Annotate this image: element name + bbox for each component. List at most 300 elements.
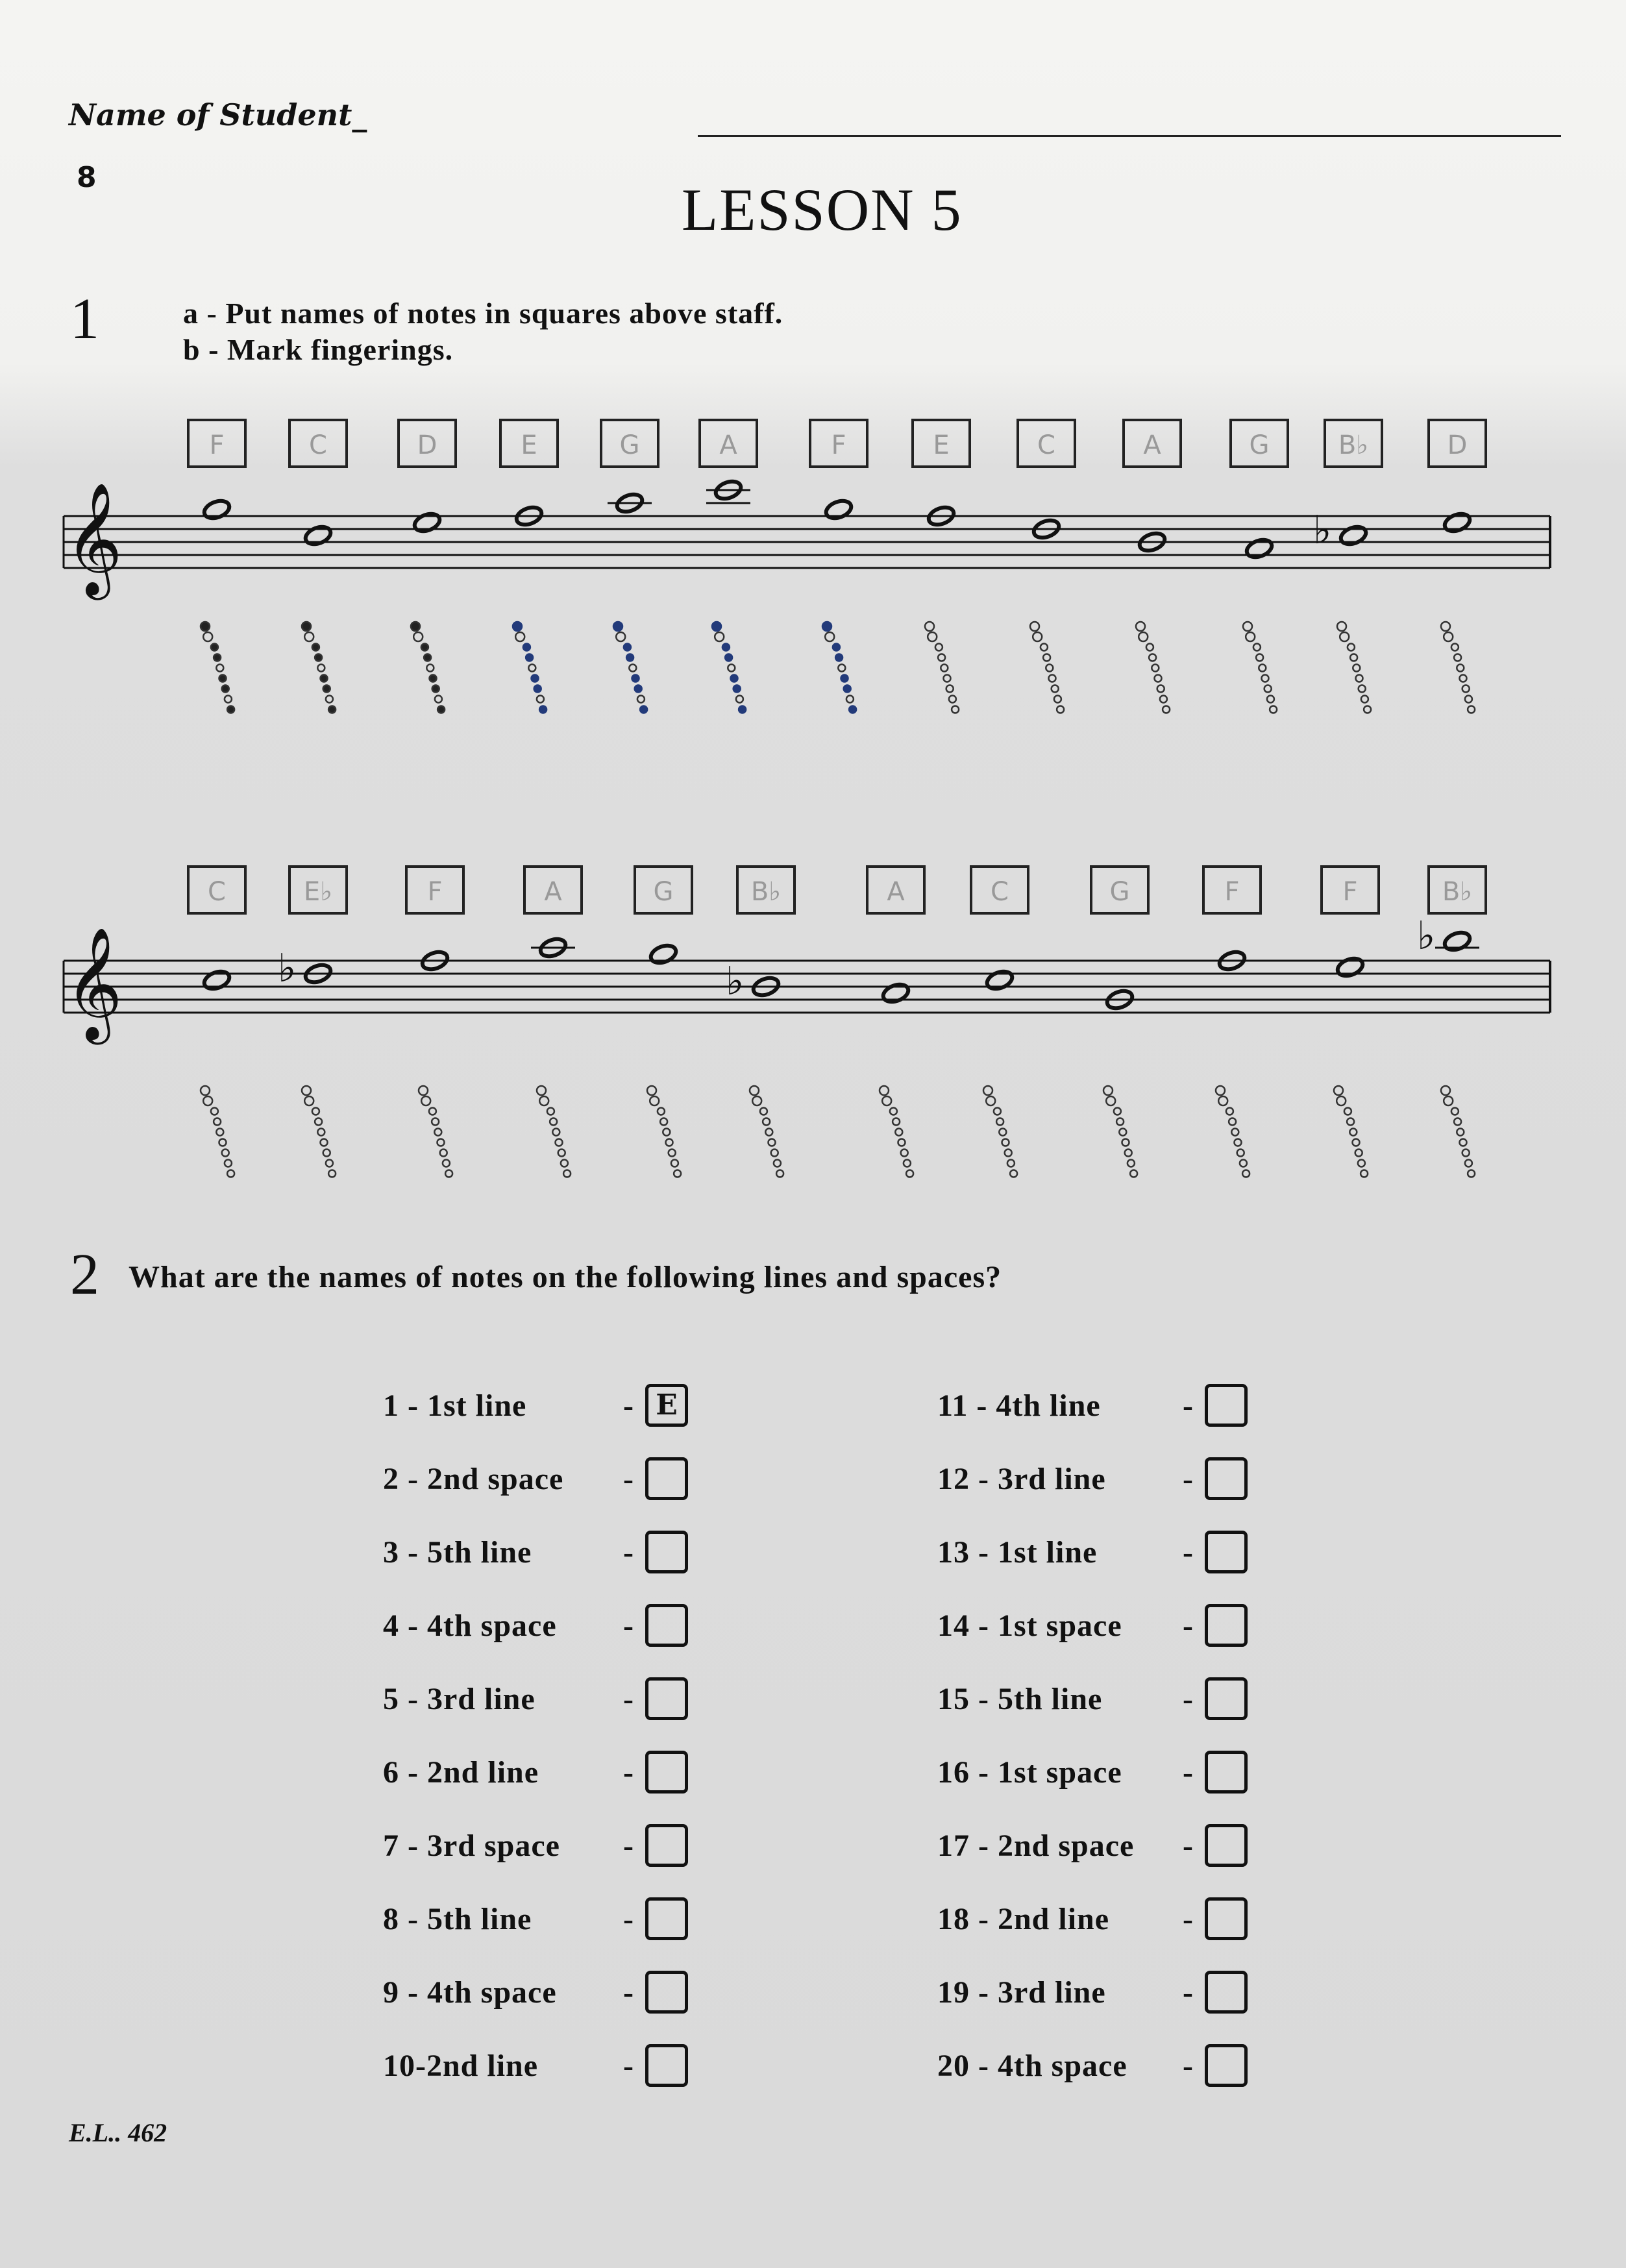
fingering-hole <box>523 644 530 651</box>
fingering-hole <box>904 1160 911 1167</box>
answer-box[interactable] <box>1205 1531 1248 1573</box>
fingering-chart <box>1136 622 1170 713</box>
right_items-label: 13 - 1st line <box>937 1535 1098 1570</box>
fingering-hole <box>1337 1096 1346 1105</box>
answer-box-letter: C <box>991 877 1009 907</box>
fingering-hole <box>712 622 721 631</box>
fingering-hole <box>550 1118 557 1126</box>
fingering-hole <box>1349 1129 1357 1136</box>
page-number: 8 <box>77 161 97 194</box>
fingering-hole <box>1136 622 1145 631</box>
left_items-label: 3 - 5th line <box>383 1535 532 1570</box>
fingering-hole <box>1052 685 1059 693</box>
fingering-hole <box>1347 1118 1354 1126</box>
fingering-hole <box>304 632 314 641</box>
answer-box-letter: D <box>1447 430 1468 460</box>
fingering-hole <box>1106 1096 1115 1105</box>
right_items-label: 15 - 5th line <box>937 1682 1103 1716</box>
left_items-label: 1 - 1st line <box>383 1388 527 1423</box>
fingering-hole <box>666 1139 673 1146</box>
fingering-hole <box>424 654 431 661</box>
answer-box-letter: G <box>1109 877 1130 907</box>
whole-note <box>648 943 678 966</box>
fingering-hole <box>1163 706 1170 713</box>
fingering-hole <box>317 1129 325 1136</box>
fingering-hole <box>219 675 227 682</box>
fingering-hole <box>849 706 856 713</box>
fingering-hole <box>419 1086 428 1095</box>
answer-box-letter: B♭ <box>1442 877 1473 907</box>
fingering-hole <box>715 632 724 641</box>
fingering-chart <box>201 1086 234 1177</box>
fingering-hole <box>304 1096 314 1105</box>
answer-dash: - <box>1183 1902 1193 1936</box>
whole-note <box>1335 955 1365 979</box>
fingering-hole <box>898 1139 905 1146</box>
fingering-hole <box>1155 675 1162 682</box>
fingering-hole <box>733 685 741 693</box>
fingering-hole <box>227 1170 234 1177</box>
fingering-hole <box>1353 1139 1360 1146</box>
fingering-chart <box>647 1086 681 1177</box>
fingering-hole <box>928 632 937 641</box>
fingering-hole <box>537 696 544 703</box>
fingering-hole <box>1160 696 1167 703</box>
answer-dash: - <box>1183 1975 1193 2010</box>
answer-box[interactable] <box>1205 1604 1248 1647</box>
answer-box-letter: F <box>1342 877 1358 907</box>
fingering-hole <box>1146 644 1153 651</box>
answer-box-letter: A <box>719 430 737 460</box>
fingering-chart <box>201 622 234 713</box>
fingering-hole <box>838 665 845 672</box>
fingering-hole <box>1451 644 1459 651</box>
fingering-hole <box>632 675 639 682</box>
fingering-hole <box>222 685 229 693</box>
fingering-hole <box>1103 1086 1113 1095</box>
fingering-chart <box>1441 1086 1475 1177</box>
fingering-hole <box>944 675 951 682</box>
fingering-hole <box>1246 632 1255 641</box>
left_items-label: 9 - 4th space <box>383 1975 557 2010</box>
fingering-hole <box>1361 1170 1368 1177</box>
fingering-hole <box>901 1150 908 1157</box>
fingering-hole <box>750 1086 759 1095</box>
right_items-label: 12 - 3rd line <box>937 1462 1106 1496</box>
fingering-chart <box>1243 622 1277 713</box>
answer-box-letter: C <box>208 877 226 907</box>
whole-note <box>881 981 911 1005</box>
answer-box[interactable] <box>645 1457 688 1500</box>
left_items-label: 4 - 4th space <box>383 1609 557 1643</box>
fingering-hole <box>1356 675 1363 682</box>
fingering-hole <box>558 1150 565 1157</box>
fingering-hole <box>1005 1150 1012 1157</box>
instruction-b: b - Mark fingerings. <box>183 333 454 366</box>
fingering-hole <box>216 1129 223 1136</box>
fingering-hole <box>1340 632 1349 641</box>
fingering-hole <box>201 622 210 631</box>
fingering-hole <box>846 696 854 703</box>
fingering-hole <box>895 1129 902 1136</box>
fingering-hole <box>999 1129 1006 1136</box>
answer-box-letter: F <box>427 877 443 907</box>
whole-note <box>202 498 232 521</box>
fingering-hole <box>635 685 642 693</box>
whole-note <box>1244 537 1274 560</box>
right_items-label: 20 - 4th space <box>937 2049 1127 2083</box>
fingering-hole <box>1237 1150 1244 1157</box>
fingering-hole <box>440 1150 447 1157</box>
fingering-hole <box>949 696 956 703</box>
fingering-hole <box>445 1170 452 1177</box>
fingering-hole <box>211 1108 218 1115</box>
fingering-hole <box>326 1160 333 1167</box>
fingering-hole <box>537 1086 546 1095</box>
fingering-hole <box>1122 1139 1129 1146</box>
fingering-hole <box>1355 1150 1362 1157</box>
instruction-a: a - Put names of notes in squares above staff. <box>183 297 783 330</box>
fingering-hole <box>1444 1096 1453 1105</box>
fingering-chart <box>880 1086 913 1177</box>
fingering-hole <box>893 1118 900 1126</box>
answer-box-letter: D <box>417 430 437 460</box>
fingering-hole <box>1267 696 1274 703</box>
fingering-hole <box>1149 654 1156 661</box>
fingering-hole <box>613 622 622 631</box>
fingering-hole <box>841 675 848 682</box>
left_items-label: 2 - 2nd space <box>383 1462 564 1496</box>
fingering-hole <box>674 1170 681 1177</box>
fingering-hole <box>429 1108 436 1115</box>
flat-sign: ♭ <box>725 959 745 1004</box>
answer-dash: - <box>623 1902 634 1936</box>
fingering-hole <box>302 1086 311 1095</box>
fingering-hole <box>443 1160 450 1167</box>
fingering-hole <box>669 1150 676 1157</box>
fingering-hole <box>227 706 234 713</box>
answer-box[interactable] <box>645 1677 688 1720</box>
answer-box-letter: G <box>1249 430 1270 460</box>
fingering-hole <box>214 1118 221 1126</box>
fingering-hole <box>315 1118 322 1126</box>
answer-box[interactable] <box>1205 1751 1248 1793</box>
fingering-hole <box>211 644 218 651</box>
fingering-hole <box>312 1108 319 1115</box>
fingering-hole <box>844 685 851 693</box>
fingering-hole <box>1046 665 1053 672</box>
fingering-hole <box>774 1160 781 1167</box>
fingering-hole <box>1139 632 1148 641</box>
fingering-hole <box>1460 675 1467 682</box>
right_items-label: 18 - 2nd line <box>937 1902 1110 1936</box>
fingering-hole <box>760 1108 767 1115</box>
fingering-chart <box>613 622 647 713</box>
fingering-hole <box>647 1086 656 1095</box>
fingering-hole <box>1231 1129 1238 1136</box>
answer-dash: - <box>1183 1755 1193 1790</box>
fingering-hole <box>201 1086 210 1095</box>
whole-note <box>1442 511 1472 534</box>
fingering-hole <box>1002 1139 1009 1146</box>
fingering-hole <box>534 685 541 693</box>
fingering-hole <box>552 1129 560 1136</box>
fingering-hole <box>938 654 945 661</box>
fingering-hole <box>906 1170 913 1177</box>
fingering-hole <box>1454 654 1461 661</box>
answer-dash: - <box>623 1462 634 1496</box>
fingering-hole <box>426 665 434 672</box>
fingering-hole <box>1216 1086 1225 1095</box>
fingering-hole <box>1041 644 1048 651</box>
fingering-hole <box>539 1096 548 1105</box>
fingering-hole <box>1270 706 1277 713</box>
fingering-hole <box>1358 1160 1365 1167</box>
left_items-label: 6 - 2nd line <box>383 1755 539 1790</box>
fingering-hole <box>1350 654 1357 661</box>
fingering-hole <box>556 1139 563 1146</box>
fingering-hole <box>1235 1139 1242 1146</box>
fingering-hole <box>996 1118 1004 1126</box>
fingering-hole <box>302 622 311 631</box>
left_items-label: 8 - 5th line <box>383 1902 532 1936</box>
whole-note <box>202 968 232 992</box>
fingering-chart <box>822 622 856 713</box>
fingering-hole <box>432 1118 439 1126</box>
fingering-hole <box>1441 622 1450 631</box>
answer-box[interactable] <box>1205 1971 1248 2014</box>
fingering-hole <box>1226 1108 1233 1115</box>
fingering-hole <box>1451 1108 1459 1115</box>
fingering-hole <box>1057 706 1064 713</box>
fingering-hole <box>1033 632 1042 641</box>
answer-dash: - <box>1183 1609 1193 1643</box>
fingering-chart <box>1216 1086 1250 1177</box>
fingering-hole <box>1030 622 1039 631</box>
fingering-chart <box>1334 1086 1368 1177</box>
answer-dash: - <box>1183 1462 1193 1496</box>
fingering-hole <box>216 665 223 672</box>
whole-note <box>824 498 854 521</box>
fingering-hole <box>616 632 625 641</box>
fingering-hole <box>629 665 636 672</box>
answer-box[interactable] <box>1205 2044 1248 2087</box>
fingering-hole <box>946 685 954 693</box>
fingering-hole <box>1361 696 1368 703</box>
fingering-hole <box>547 1108 554 1115</box>
lesson-title: LESSON 5 <box>682 177 963 243</box>
flat-sign: ♭ <box>277 946 297 991</box>
footer-code: E.L.. 462 <box>69 2118 167 2147</box>
fingering-hole <box>1337 622 1346 631</box>
fingering-hole <box>1240 1160 1247 1167</box>
fingering-hole <box>1462 685 1470 693</box>
fingering-chart <box>712 622 746 713</box>
fingering-hole <box>833 644 840 651</box>
fingering-chart <box>1337 622 1371 713</box>
answer-box-letter: B♭ <box>750 877 782 907</box>
answer-box[interactable] <box>1205 1897 1248 1940</box>
fingering-hole <box>321 1139 328 1146</box>
fingering-hole <box>1253 644 1261 651</box>
answer-box-letter: A <box>1143 430 1161 460</box>
fingering-chart <box>1030 622 1064 713</box>
answer-box[interactable] <box>645 1971 688 2014</box>
fingering-hole <box>435 696 442 703</box>
fingering-hole <box>728 665 735 672</box>
answer-box-letter: C <box>1037 430 1055 460</box>
answer-dash: - <box>623 1829 634 1863</box>
answer-dash: - <box>1183 1388 1193 1423</box>
fingering-hole <box>203 1096 212 1105</box>
fingering-hole <box>1468 1170 1475 1177</box>
answer-box[interactable] <box>645 1604 688 1647</box>
fingering-hole <box>1054 696 1061 703</box>
answer-box-letter: A <box>544 877 562 907</box>
answer-box-letter: C <box>309 430 327 460</box>
fingering-hole <box>1353 665 1360 672</box>
fingering-chart <box>411 622 445 713</box>
answer-dash: - <box>1183 1829 1193 1863</box>
fingering-hole <box>532 675 539 682</box>
fingering-hole <box>658 1108 665 1115</box>
fingering-hole <box>1125 1150 1132 1157</box>
answer-box[interactable] <box>1205 1457 1248 1500</box>
fingering-hole <box>1454 1118 1461 1126</box>
answer-dash: - <box>1183 2049 1193 2083</box>
fingering-hole <box>430 675 437 682</box>
fingering-hole <box>421 1096 430 1105</box>
fingering-chart <box>925 622 959 713</box>
answer-box[interactable] <box>1205 1677 1248 1720</box>
fingering-hole <box>1457 1129 1464 1136</box>
fingering-hole <box>880 1086 889 1095</box>
answer-box[interactable]: E <box>645 1384 688 1427</box>
answer-box-letter: A <box>887 877 905 907</box>
fingering-hole <box>1259 665 1266 672</box>
fingering-hole <box>1462 1150 1470 1157</box>
fingering-hole <box>650 1096 659 1105</box>
answer-box[interactable] <box>1205 1384 1248 1427</box>
fingering-hole <box>1256 654 1263 661</box>
fingering-hole <box>437 706 445 713</box>
answer-box[interactable] <box>645 1751 688 1793</box>
answer-box-letter: E <box>521 430 537 460</box>
fingering-hole <box>941 665 948 672</box>
fingering-hole <box>671 1160 678 1167</box>
fingering-chart <box>302 622 336 713</box>
staff-1 <box>64 420 1550 713</box>
whole-note <box>985 968 1015 992</box>
answer-dash: - <box>1183 1535 1193 1570</box>
fingering-hole <box>640 706 647 713</box>
left_items-label: 5 - 3rd line <box>383 1682 536 1716</box>
answer-box[interactable] <box>1205 1824 1248 1867</box>
answer-box[interactable] <box>645 1531 688 1573</box>
fingering-hole <box>725 654 732 661</box>
fingering-chart <box>983 1086 1017 1177</box>
fingering-hole <box>1344 1108 1351 1115</box>
fingering-hole <box>769 1139 776 1146</box>
section-1-number: 1 <box>70 287 99 351</box>
fingering-hole <box>771 1150 778 1157</box>
fingering-hole <box>637 696 645 703</box>
answer-box[interactable] <box>645 1824 688 1867</box>
fingering-hole <box>1468 706 1475 713</box>
fingering-hole <box>952 706 959 713</box>
fingering-hole <box>1441 1086 1450 1095</box>
fingering-chart <box>1441 622 1475 713</box>
fingering-hole <box>432 685 439 693</box>
fingering-hole <box>925 622 934 631</box>
fingering-hole <box>752 1096 761 1105</box>
fingering-hole <box>421 644 428 651</box>
whole-note <box>412 511 442 534</box>
answer-dash: - <box>623 1755 634 1790</box>
fingering-hole <box>624 644 631 651</box>
treble-clef: 𝄞 <box>65 482 123 595</box>
answer-dash: - <box>623 1975 634 2010</box>
fingering-hole <box>660 1118 667 1126</box>
answer-box[interactable] <box>645 2044 688 2087</box>
fingering-hole <box>1157 685 1164 693</box>
fingering-chart <box>750 1086 783 1177</box>
fingering-hole <box>822 622 831 631</box>
fingering-hole <box>739 706 746 713</box>
left_items-label: 10-2nd line <box>383 2049 539 2083</box>
fingering-hole <box>776 1170 783 1177</box>
fingering-hole <box>315 654 322 661</box>
fingering-hole <box>328 1170 336 1177</box>
fingering-hole <box>563 1170 571 1177</box>
answer-box-letter: F <box>1224 877 1240 907</box>
fingering-hole <box>935 644 942 651</box>
fingering-hole <box>1364 706 1371 713</box>
fingering-hole <box>731 675 738 682</box>
right_items-label: 14 - 1st space <box>937 1609 1122 1643</box>
fingering-hole <box>1457 665 1464 672</box>
right_items-label: 11 - 4th line <box>937 1388 1101 1423</box>
fingering-hole <box>1130 1170 1137 1177</box>
fingering-chart <box>513 622 547 713</box>
fingering-hole <box>515 632 524 641</box>
answer-dash: - <box>623 1388 634 1423</box>
right_items-label: 19 - 3rd line <box>937 1975 1106 2010</box>
fingering-hole <box>1229 1118 1236 1126</box>
fingering-hole <box>222 1150 229 1157</box>
fingering-hole <box>763 1118 770 1126</box>
answer-dash: - <box>623 1609 634 1643</box>
fingering-hole <box>528 665 536 672</box>
fingering-hole <box>513 622 522 631</box>
fingering-hole <box>1262 675 1269 682</box>
fingering-hole <box>626 654 634 661</box>
answer-dash: - <box>1183 1682 1193 1716</box>
fingering-hole <box>1348 644 1355 651</box>
answer-box-letter: F <box>209 430 225 460</box>
fingering-hole <box>835 654 843 661</box>
fingering-hole <box>983 1086 992 1095</box>
fingering-hole <box>561 1160 568 1167</box>
answer-box-letter: B♭ <box>1338 430 1369 460</box>
fingering-chart <box>419 1086 452 1177</box>
fingering-hole <box>539 706 547 713</box>
answer-box[interactable] <box>645 1897 688 1940</box>
answer-dash: - <box>623 1535 634 1570</box>
fingering-hole <box>994 1108 1001 1115</box>
answer-box-letter: E <box>933 430 950 460</box>
fingering-hole <box>882 1096 891 1105</box>
